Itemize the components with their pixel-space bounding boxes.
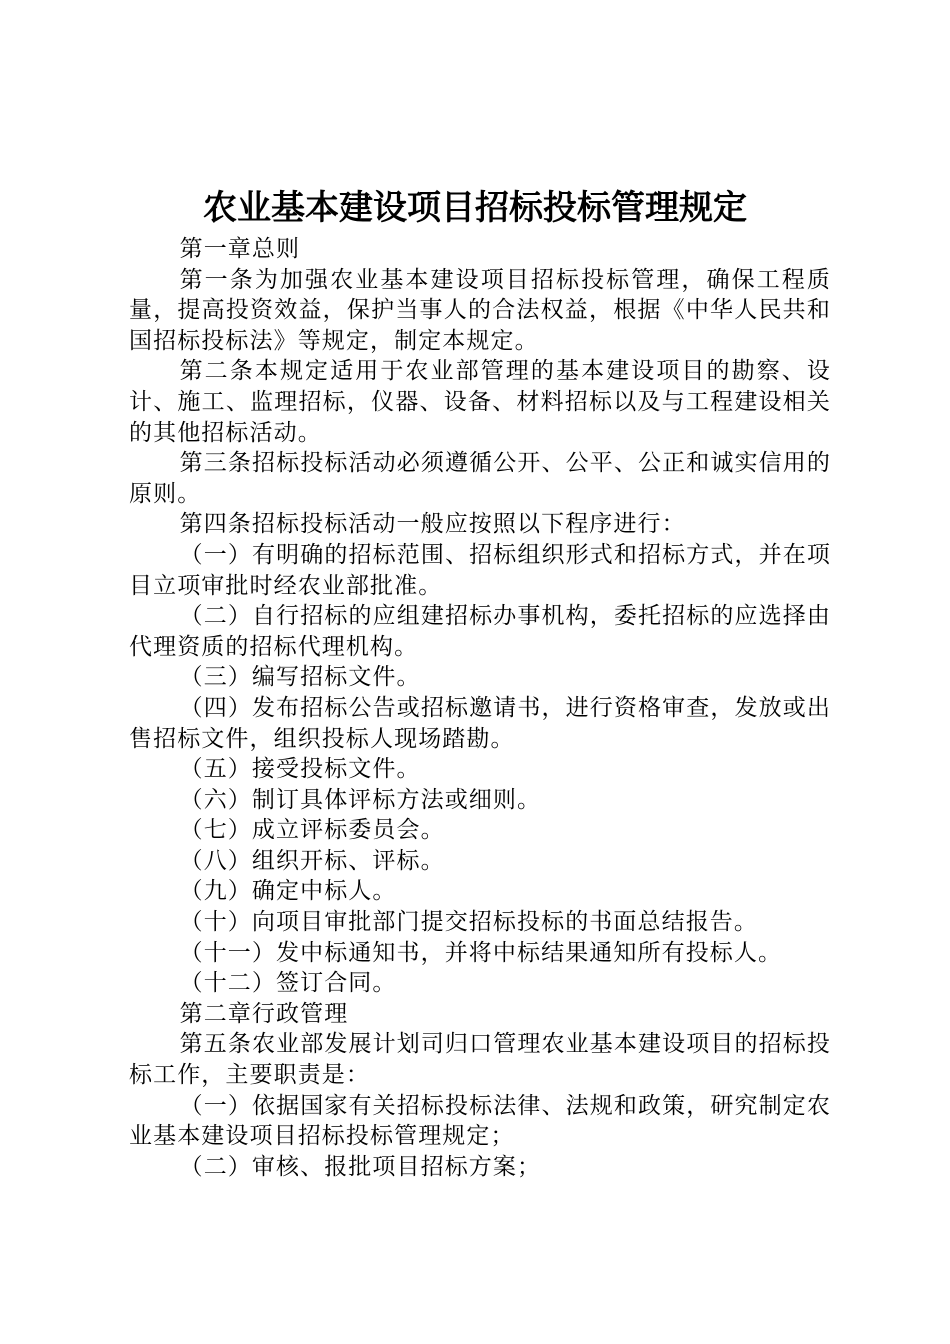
list-item: （十）向项目审批部门提交招标投标的书面总结报告。 [179, 909, 758, 936]
list-item: （七）成立评标委员会。 [179, 817, 445, 844]
list-item: （二）自行招标的应组建招标办事机构，委托招标的应选择由代理资质的招标代理机构。 [129, 603, 831, 660]
article-paragraph: 第二条本规定适用于农业部管理的基本建设项目的勘察、设计、施工、监理招标，仪器、设备、材料招标以及与工程建设相关的其他招标活动。 [129, 358, 831, 446]
list-item: （一）依据国家有关招标投标法律、法规和政策，研究制定农业基本建设项目招标投标管理规定； [129, 1092, 831, 1150]
list-item: （十一）发中标通知书，并将中标结果通知所有投标人。 [179, 939, 783, 966]
list-item: （一）有明确的招标范围、招标组织形式和招标方式，并在项目立项审批时经农业部批准。 [129, 541, 831, 599]
list-item: （三）编写招标文件。 [179, 664, 421, 691]
chapter-heading: 第一章总则 [179, 236, 301, 262]
chapter-heading: 第二章行政管理 [179, 1000, 349, 1027]
article-paragraph: 第一条为加强农业基本建设项目招标投标管理，确保工程质量，提高投资效益，保护当事人的合法权益，根据《中华人民共和国招标投标法》等规定，制定本规定。 [129, 266, 831, 354]
article-paragraph: 第三条招标投标活动必须遵循公开、公平、公正和诚实信用的原则。 [129, 450, 831, 507]
document-title: 农业基本建设项目招标投标管理规定 [203, 188, 747, 228]
list-item: （十二）签订合同。 [179, 970, 397, 997]
list-item: （四）发布招标公告或招标邀请书，进行资格审查，发放或出售招标文件，组织投标人现场踏勘。 [129, 694, 831, 752]
list-item: （八）组织开标、评标。 [179, 847, 445, 874]
article-paragraph: 第四条招标投标活动一般应按照以下程序进行： [179, 511, 686, 538]
article-paragraph: 第五条农业部发展计划司归口管理农业基本建设项目的招标投标工作，主要职责是： [129, 1031, 831, 1089]
document-body [129, 234, 831, 1182]
list-item: （六）制订具体评标方法或细则。 [179, 786, 542, 813]
list-item: （二）审核、报批项目招标方案； [179, 1153, 542, 1180]
list-item: （九）确定中标人。 [179, 878, 397, 905]
list-item: （五）接受投标文件。 [179, 756, 421, 783]
